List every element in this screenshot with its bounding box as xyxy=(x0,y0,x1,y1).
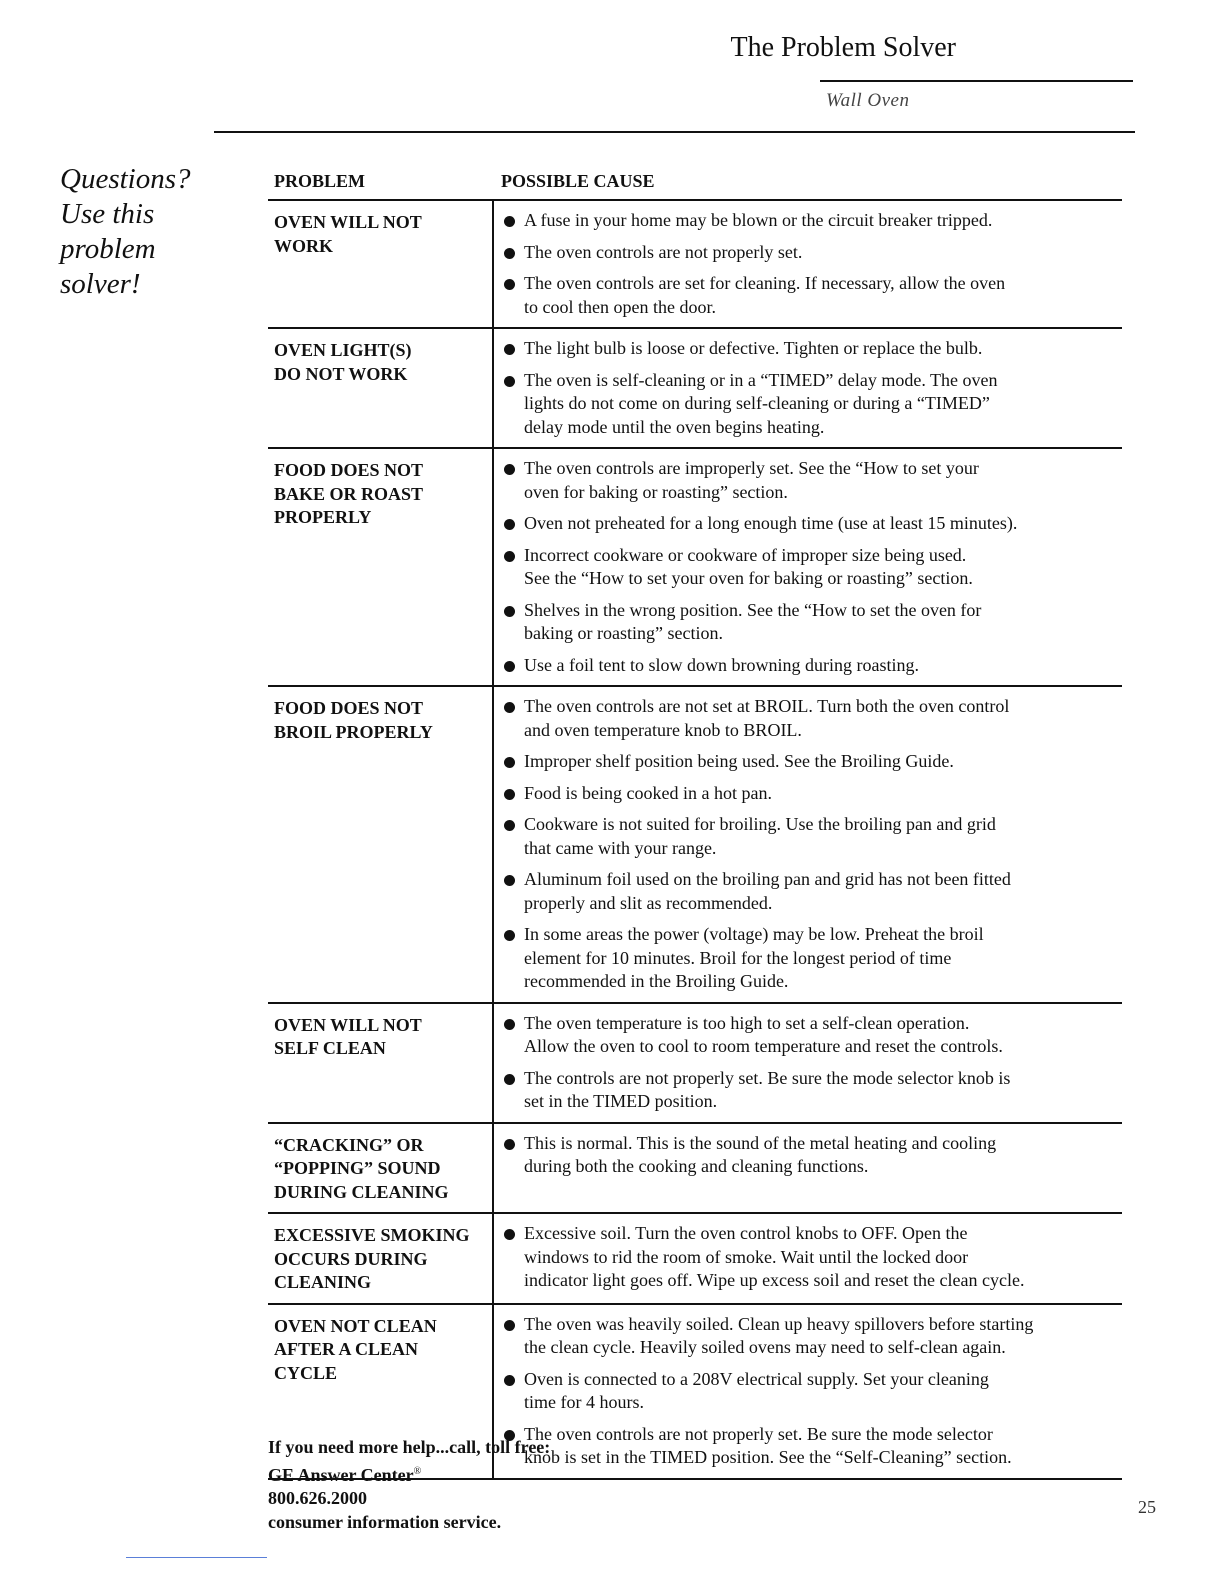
bullet-icon xyxy=(504,551,515,562)
cause-text: The oven temperature is too high to set a self-clean operation. Allow the oven to cool to room temperature and reset the controls. xyxy=(524,1012,1003,1056)
bullet-icon xyxy=(504,376,515,387)
cause-item xyxy=(504,512,1122,536)
bullet-icon xyxy=(504,820,515,831)
cause-list xyxy=(494,449,1122,685)
cause-item xyxy=(504,209,1122,233)
cause-list xyxy=(494,329,1122,447)
table-row xyxy=(268,687,1122,1004)
problem-solver-table xyxy=(268,168,1122,1480)
cause-text: This is normal. This is the sound of the metal heating and cooling during both the cooking and cleaning functions. xyxy=(524,1132,997,1176)
bullet-icon xyxy=(504,875,515,886)
cause-item xyxy=(504,1012,1122,1059)
bullet-icon xyxy=(504,661,515,672)
sidebar-line: problem xyxy=(60,233,156,265)
problem-label: FOOD DOES NOT BAKE OR ROAST PROPERLY xyxy=(268,449,494,685)
cause-text: The controls are not properly set. Be sure the mode selector knob is set in the TIMED position. xyxy=(524,1067,1011,1111)
bullet-icon xyxy=(504,216,515,227)
problem-label: FOOD DOES NOT BROIL PROPERLY xyxy=(268,687,494,1002)
sidebar-line: Use this xyxy=(60,198,155,230)
cause-text: Improper shelf position being used. See the Broiling Guide. xyxy=(524,751,954,771)
cause-text: The oven was heavily soiled. Clean up heavy spillovers before starting the clean cycle. Heavily soiled ovens may need to self-clean again. xyxy=(524,1313,1034,1357)
cause-list xyxy=(494,1214,1122,1303)
problem-label: “CRACKING” OR “POPPING” SOUND DURING CLEANING xyxy=(268,1124,494,1213)
cause-item xyxy=(504,272,1122,319)
cause-text: Oven is connected to a 208V electrical supply. Set your cleaning time for 4 hours. xyxy=(524,1368,989,1412)
cause-text: In some areas the power (voltage) may be low. Preheat the broil element for 10 minutes. Broil for the longest period of time recommended in the Broiling Guide. xyxy=(524,924,984,991)
bullet-icon xyxy=(504,1139,515,1150)
bullet-icon xyxy=(504,344,515,355)
bullet-icon xyxy=(504,757,515,768)
cause-item xyxy=(504,1313,1122,1360)
problem-label: EXCESSIVE SMOKING OCCURS DURING CLEANING xyxy=(268,1214,494,1303)
header-divider-short xyxy=(820,80,1133,82)
page-number: 25 xyxy=(1138,1497,1156,1517)
bullet-icon xyxy=(504,930,515,941)
cause-text: The oven is self-cleaning or in a “TIMED” delay mode. The oven lights do not come on during self-cleaning or during a “TIMED” delay mode until the oven begins heating. xyxy=(524,369,998,437)
bullet-icon xyxy=(504,248,515,259)
cause-item xyxy=(504,923,1122,994)
problem-label: OVEN NOT CLEAN AFTER A CLEAN CYCLE xyxy=(268,1305,494,1478)
cause-text: The oven controls are not set at BROIL. Turn both the oven control and oven temperature knob to BROIL. xyxy=(524,696,1010,740)
page-subtitle: Wall Oven xyxy=(826,90,910,111)
cause-text: Oven not preheated for a long enough time (use at least 15 minutes). xyxy=(524,513,1018,533)
cause-item xyxy=(504,241,1122,265)
cause-item xyxy=(504,782,1122,806)
bottom-rule xyxy=(126,1557,267,1558)
cause-list xyxy=(494,687,1122,1002)
cause-list xyxy=(494,201,1122,327)
bullet-icon xyxy=(504,1320,515,1331)
bullet-icon xyxy=(504,1074,515,1085)
cause-text: Use a foil tent to slow down browning during roasting. xyxy=(524,654,919,675)
cause-text: Cookware is not suited for broiling. Use the broiling pan and grid that came with your range. xyxy=(524,814,996,858)
table-row xyxy=(268,1124,1122,1215)
bullet-icon xyxy=(504,464,515,475)
help-answer-center xyxy=(268,1460,550,1488)
sidebar-line: Questions? xyxy=(60,163,191,195)
column-header-problem: PROBLEM xyxy=(274,171,366,191)
bullet-icon xyxy=(504,1229,515,1240)
cause-item xyxy=(504,1423,1122,1470)
registered-mark: ® xyxy=(413,1465,422,1477)
bullet-icon xyxy=(504,1019,515,1030)
problem-label: OVEN LIGHT(S) DO NOT WORK xyxy=(268,329,494,447)
help-line: If you need more help...call, toll free: xyxy=(268,1437,551,1457)
cause-item xyxy=(504,544,1122,591)
table-row xyxy=(268,1004,1122,1124)
cause-text: Shelves in the wrong position. See the “How to set the oven for baking or roasting” section. xyxy=(524,599,982,643)
cause-text: Excessive soil. Turn the oven control knobs to OFF. Open the windows to rid the room of smoke. Wait until the locked door indicator light goes off. Wipe up excess soil and reset the clean cycle. xyxy=(524,1223,1025,1290)
header-divider-long xyxy=(214,131,1135,133)
cause-list xyxy=(494,1004,1122,1122)
bullet-icon xyxy=(504,789,515,800)
cause-item xyxy=(504,813,1122,860)
bullet-icon xyxy=(504,279,515,290)
help-contact xyxy=(268,1436,550,1534)
column-header-cause: POSSIBLE CAUSE xyxy=(501,171,655,191)
bullet-icon xyxy=(504,519,515,530)
cause-item xyxy=(504,1368,1122,1415)
cause-text: Aluminum foil used on the broiling pan and grid has not been fitted properly and slit as recommended. xyxy=(524,869,1011,913)
table-header xyxy=(268,168,1122,201)
cause-text: The light bulb is loose or defective. Tighten or replace the bulb. xyxy=(524,338,983,358)
cause-item xyxy=(504,868,1122,915)
table-row xyxy=(268,1214,1122,1305)
cause-item xyxy=(504,750,1122,774)
page-title xyxy=(700,32,1130,64)
help-phone: 800.626.2000 xyxy=(268,1488,367,1508)
cause-list xyxy=(494,1124,1122,1213)
problem-label: OVEN WILL NOT SELF CLEAN xyxy=(268,1004,494,1122)
problem-label: OVEN WILL NOT WORK xyxy=(268,201,494,327)
bullet-icon xyxy=(504,606,515,617)
sidebar-line: solver! xyxy=(60,268,141,300)
answer-center-label: GE Answer Center xyxy=(268,1464,414,1485)
table-body xyxy=(268,201,1122,1480)
cause-item xyxy=(504,695,1122,742)
table-row xyxy=(268,329,1122,449)
cause-text: The oven controls are not properly set. Be sure the mode selector knob is set in the TIMED position. See the “Self-Cleaning” section. xyxy=(524,1423,1012,1467)
table-row xyxy=(268,201,1122,329)
cause-item xyxy=(504,457,1122,504)
sidebar-question xyxy=(60,162,220,302)
table-row xyxy=(268,449,1122,687)
cause-item xyxy=(504,337,1122,361)
cause-item xyxy=(504,1132,1122,1179)
cause-text: Food is being cooked in a hot pan. xyxy=(524,782,772,803)
cause-text: The oven controls are improperly set. See the “How to set your oven for baking or roasting” section. xyxy=(524,458,979,502)
cause-text: Incorrect cookware or cookware of improper size being used. See the “How to set your oven for baking or roasting” section. xyxy=(524,544,973,588)
bullet-icon xyxy=(504,1375,515,1386)
bullet-icon xyxy=(504,702,515,713)
cause-text: The oven controls are not properly set. xyxy=(524,241,803,262)
cause-text: A fuse in your home may be blown or the circuit breaker tripped. xyxy=(524,210,993,230)
cause-list xyxy=(494,1305,1122,1478)
help-line: consumer information service. xyxy=(268,1511,502,1532)
cause-item xyxy=(504,654,1122,678)
cause-item xyxy=(504,369,1122,440)
cause-text: The oven controls are set for cleaning. If necessary, allow the oven to cool then open the door. xyxy=(524,273,1006,317)
page-title-text: The Problem Solver xyxy=(730,32,956,63)
cause-item xyxy=(504,599,1122,646)
cause-item xyxy=(504,1067,1122,1114)
cause-item xyxy=(504,1222,1122,1293)
